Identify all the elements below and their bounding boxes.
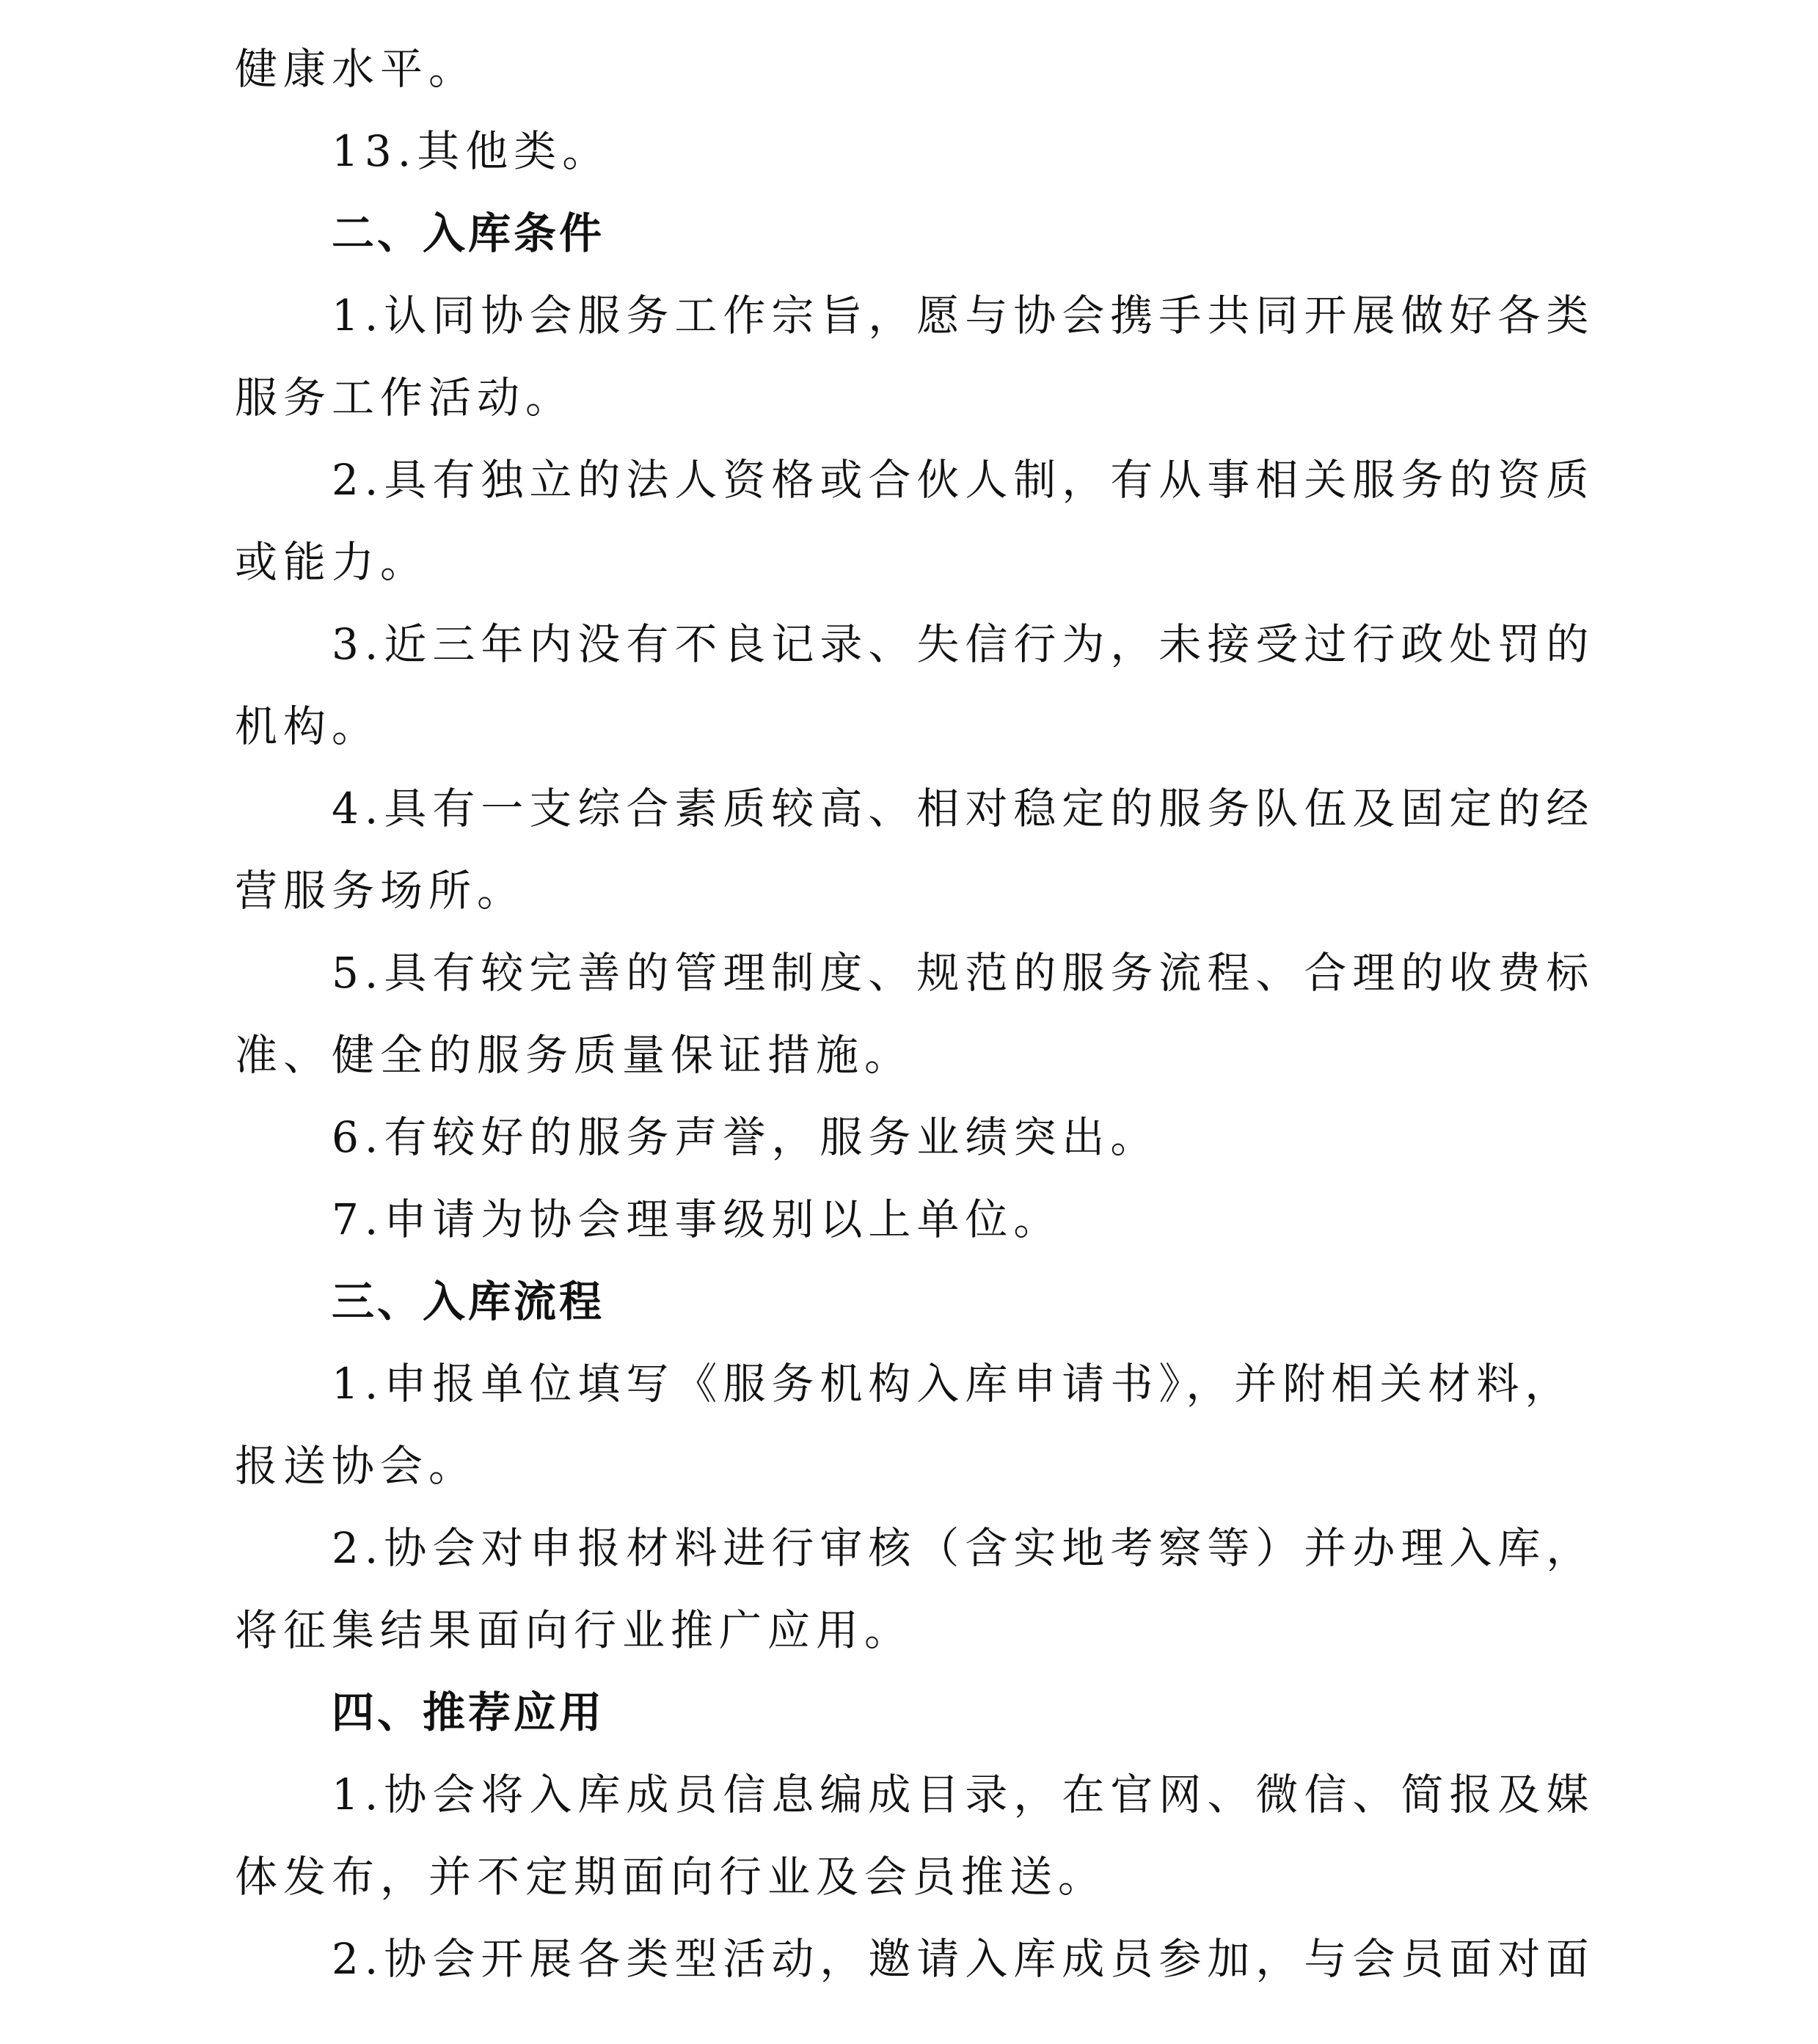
list-item-2: 2.协会开展各类型活动，邀请入库成员参加，与会员面对面 <box>332 1934 1595 1984</box>
paragraph-line: 或能力。 <box>235 537 429 587</box>
paragraph-line: 机构。 <box>235 701 381 751</box>
list-item-1: 1.认同协会服务工作宗旨，愿与协会携手共同开展做好各类 <box>332 291 1595 340</box>
paragraph-line: 将征集结果面向行业推广应用。 <box>235 1605 913 1655</box>
list-item-2: 2.具有独立的法人资格或合伙人制，有从事相关服务的资质 <box>332 455 1595 505</box>
paragraph-line: 报送协会。 <box>235 1441 478 1491</box>
list-item-6: 6.有较好的服务声誉，服务业绩突出。 <box>332 1112 1159 1162</box>
paragraph-line: 健康水平。 <box>235 44 478 94</box>
paragraph-line: 准、健全的服务质量保证措施。 <box>235 1030 913 1080</box>
list-item-7: 7.申请为协会理事级别以上单位。 <box>332 1194 1062 1244</box>
list-item-2: 2.协会对申报材料进行审核（含实地考察等）并办理入库， <box>332 1523 1595 1573</box>
section-heading-4: 四、推荐应用 <box>332 1687 605 1737</box>
section-heading-2: 二、入库条件 <box>332 208 605 258</box>
list-item-3: 3.近三年内没有不良记录、失信行为，未接受过行政处罚的 <box>332 619 1595 669</box>
section-heading-3: 三、入库流程 <box>332 1277 605 1326</box>
list-item-1: 1.申报单位填写《服务机构入库申请书》，并附相关材料， <box>332 1359 1574 1409</box>
paragraph-line: 营服务场所。 <box>235 866 526 916</box>
paragraph-line: 体发布，并不定期面向行业及会员推送。 <box>235 1852 1107 1902</box>
list-item-1: 1.协会将入库成员信息编成目录，在官网、微信、简报及媒 <box>332 1770 1595 1819</box>
list-item-13: 13.其他类。 <box>332 126 611 176</box>
paragraph-line: 服务工作活动。 <box>235 373 574 423</box>
list-item-5: 5.具有较完善的管理制度、规范的服务流程、合理的收费标 <box>332 948 1595 998</box>
list-item-4: 4.具有一支综合素质较高、相对稳定的服务队伍及固定的经 <box>332 784 1595 833</box>
